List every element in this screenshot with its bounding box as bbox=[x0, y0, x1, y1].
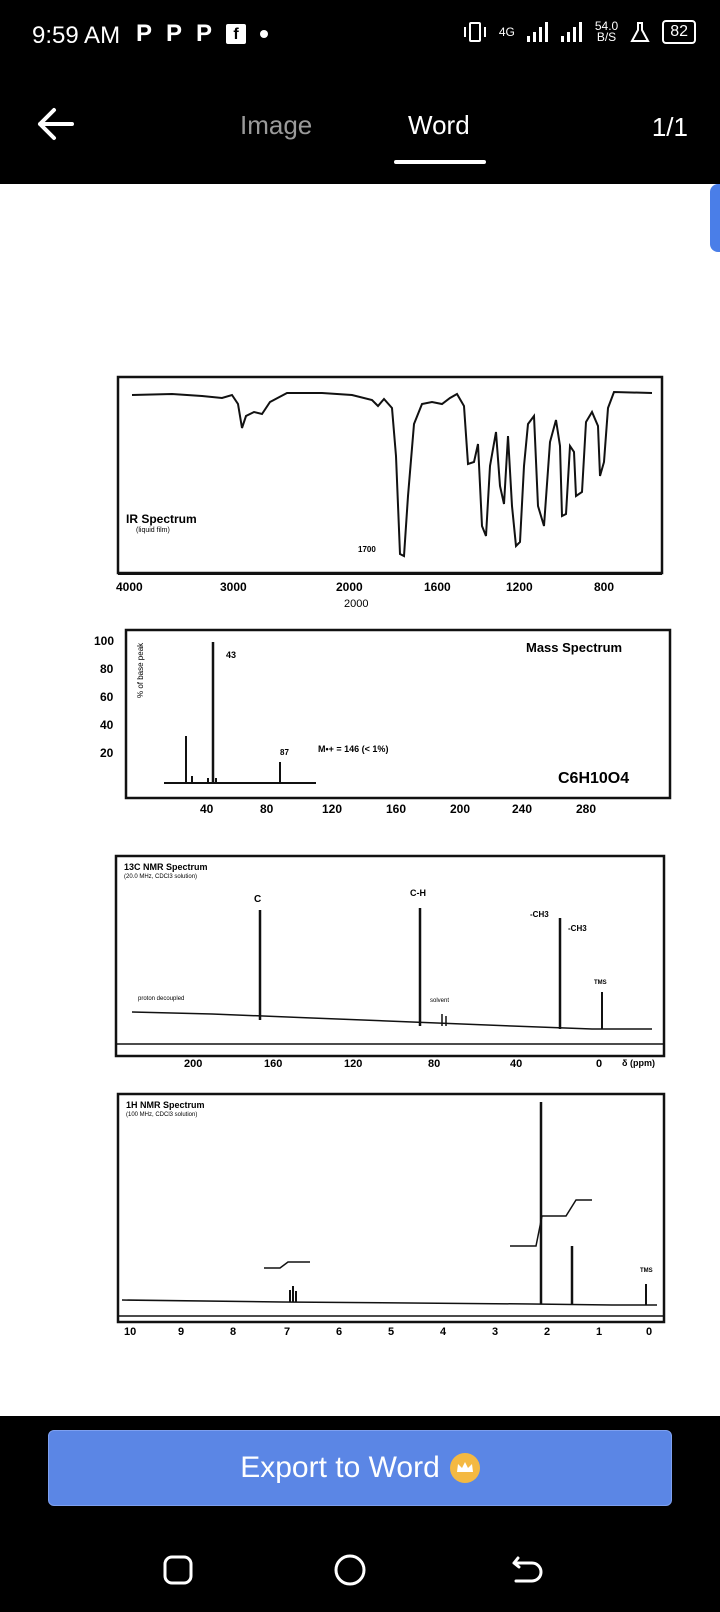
c13-xtick: 80 bbox=[428, 1058, 441, 1070]
vibrate-icon bbox=[463, 21, 487, 43]
ir-tick: 2000 bbox=[336, 580, 363, 594]
top-bar bbox=[0, 72, 720, 184]
mass-spectrum-figure bbox=[96, 628, 680, 828]
mass-xtick: 80 bbox=[260, 802, 274, 816]
battery-level: 82 bbox=[662, 20, 696, 44]
tab-word[interactable]: Word bbox=[408, 110, 470, 140]
mass-peak-43: 43 bbox=[226, 650, 237, 660]
status-bar bbox=[0, 0, 720, 72]
c13-tms: TMS bbox=[594, 980, 607, 986]
ir-title: IR Spectrum bbox=[126, 512, 197, 526]
c13-proton-decoupled: proton decoupled bbox=[138, 996, 185, 1002]
c13-peak-ch3b: -CH3 bbox=[568, 924, 587, 933]
back-arrow-icon[interactable] bbox=[32, 100, 80, 148]
ir-tick: 1200 bbox=[506, 580, 533, 594]
c13-xtick: 160 bbox=[264, 1058, 283, 1070]
mass-xtick: 120 bbox=[322, 802, 343, 816]
tab-image[interactable]: Image bbox=[240, 110, 313, 140]
mass-ytick: 60 bbox=[100, 690, 114, 704]
status-right bbox=[463, 20, 696, 44]
notification-p-icon: P bbox=[136, 20, 153, 47]
mass-xtick: 240 bbox=[512, 802, 533, 816]
h1-xtick: 6 bbox=[336, 1326, 343, 1338]
c13-subtitle: (20.0 MHz, CDCl3 solution) bbox=[124, 874, 198, 880]
c13-xtick: 120 bbox=[344, 1058, 363, 1070]
more-notifications-dot-icon bbox=[260, 30, 268, 38]
c13-peak-ch3a: -CH3 bbox=[530, 910, 549, 919]
active-tab-indicator bbox=[394, 160, 486, 164]
c13-xtick: 40 bbox=[510, 1058, 523, 1070]
c13-xtick: 200 bbox=[184, 1058, 203, 1070]
export-to-word-button[interactable] bbox=[48, 1430, 672, 1506]
flask-icon bbox=[630, 21, 650, 43]
facebook-icon: f bbox=[226, 24, 246, 44]
h1-tms: TMS bbox=[640, 1268, 653, 1274]
mass-ytick: 80 bbox=[100, 662, 114, 676]
c13-title: 13C NMR Spectrum bbox=[124, 862, 208, 872]
h1-xtick: 10 bbox=[124, 1326, 137, 1338]
notification-p-icon: P bbox=[196, 20, 213, 47]
h1-xtick: 7 bbox=[284, 1326, 291, 1338]
net-speed: 54.0 B/S bbox=[594, 19, 619, 44]
h1-subtitle: (100 MHz, CDCl3 solution) bbox=[126, 1112, 198, 1118]
ir-tick: 4000 bbox=[116, 580, 143, 594]
ir-tick: 3000 bbox=[220, 580, 247, 594]
h1-title: 1H NMR Spectrum bbox=[126, 1100, 205, 1110]
mass-molecular-ion: M•+ = 146 (< 1%) bbox=[318, 744, 389, 754]
mass-ytick: 100 bbox=[94, 634, 115, 648]
h1-xtick: 3 bbox=[492, 1326, 499, 1338]
c13-solvent: solvent bbox=[430, 998, 450, 1004]
ir-spectrum-figure bbox=[112, 376, 672, 626]
export-label: Export to Word bbox=[240, 1451, 440, 1484]
mass-formula: C6H10O4 bbox=[558, 770, 630, 787]
h1-xtick: 4 bbox=[440, 1326, 447, 1338]
mass-ylabel: % of base peak bbox=[136, 642, 145, 698]
ir-tick: 1600 bbox=[424, 580, 451, 594]
mass-ytick: 20 bbox=[100, 746, 114, 760]
mass-title: Mass Spectrum bbox=[526, 640, 623, 655]
c13-nmr-chart bbox=[112, 854, 684, 1074]
ir-subtitle: (liquid film) bbox=[136, 527, 170, 534]
system-nav-bar bbox=[0, 1526, 720, 1612]
bottom-area bbox=[0, 1416, 720, 1612]
h1-xtick: 5 bbox=[388, 1326, 395, 1338]
mass-peak-87: 87 bbox=[280, 748, 289, 757]
c13-peak-c: C bbox=[254, 894, 262, 905]
h1-xtick: 8 bbox=[230, 1326, 237, 1338]
mass-xtick: 200 bbox=[450, 802, 471, 816]
crown-icon bbox=[450, 1453, 480, 1483]
h1-xtick: 9 bbox=[178, 1326, 185, 1338]
mass-ytick: 40 bbox=[100, 718, 114, 732]
h1-xtick: 0 bbox=[646, 1326, 653, 1338]
ir-spectrum-chart bbox=[112, 376, 672, 626]
mass-xtick: 160 bbox=[386, 802, 407, 816]
notification-icons bbox=[136, 20, 268, 48]
c13-xtick: 0 bbox=[596, 1058, 603, 1070]
signal-icon bbox=[561, 22, 583, 42]
recents-icon[interactable] bbox=[158, 1550, 198, 1590]
h1-xtick: 2 bbox=[544, 1326, 551, 1338]
notification-p-icon: P bbox=[166, 20, 183, 47]
network-type: 4G bbox=[498, 24, 515, 39]
h1-nmr-figure bbox=[112, 1090, 684, 1380]
c13-x-unit: δ (ppm) bbox=[622, 1058, 655, 1068]
signal-icon bbox=[527, 22, 549, 42]
home-icon[interactable] bbox=[330, 1550, 370, 1590]
ir-stray-text: 2000 bbox=[344, 598, 369, 610]
ir-peak-label: 1700 bbox=[358, 545, 376, 554]
h1-xtick: 1 bbox=[596, 1326, 603, 1338]
c13-nmr-figure bbox=[112, 854, 684, 1074]
mass-xtick: 280 bbox=[576, 802, 597, 816]
document-preview[interactable] bbox=[0, 184, 720, 1416]
mass-xtick: 40 bbox=[200, 802, 214, 816]
back-nav-icon[interactable] bbox=[506, 1550, 546, 1590]
side-handle[interactable] bbox=[710, 184, 720, 252]
page-indicator: 1/1 bbox=[651, 112, 688, 142]
mass-spectrum-chart bbox=[96, 628, 680, 828]
ir-tick: 800 bbox=[594, 580, 615, 594]
status-time: 9:59 AM bbox=[32, 22, 121, 49]
c13-peak-ch: C-H bbox=[410, 888, 426, 898]
